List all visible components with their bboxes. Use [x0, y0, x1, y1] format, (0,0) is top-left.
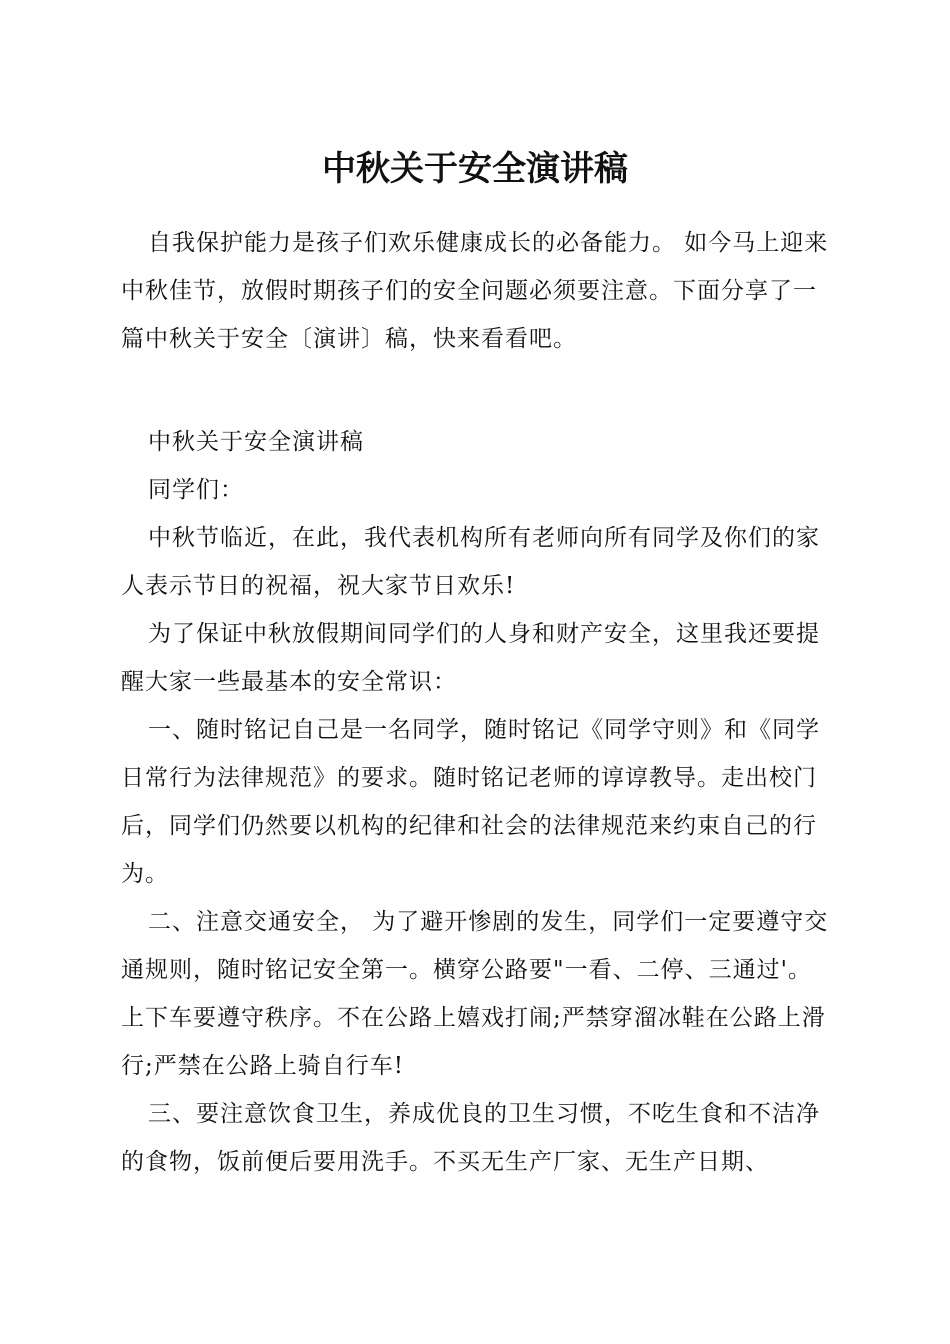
speech-heading: 中秋关于安全演讲稿: [148, 429, 364, 455]
salutation: 同学们：: [148, 477, 244, 503]
intro-section: [121, 219, 833, 363]
speech-body: [121, 418, 833, 1186]
body-paragraph: 中秋节临近，在此，我代表机构所有老师向所有同学及你们的家人表示节日的祝福，祝大家节日欢乐!: [121, 525, 820, 599]
body-paragraph: 一、随时铭记自己是一名同学，随时铭记《同学守则》和《同学日常行为法律规范》的要求。随时铭记老师的谆谆教导。走出校门后，同学们仍然要以机构的纪律和社会的法律规范来约束自己的行为。: [121, 717, 820, 887]
document-title: 中秋关于安全演讲稿: [322, 149, 628, 189]
body-paragraph: 三、要注意饮食卫生，养成优良的卫生习惯，不吃生食和不洁净的食物，饭前便后要用洗手。不买无生产厂家、无生产日期、: [121, 1101, 820, 1175]
body-paragraph: 二、注意交通安全， 为了避开惨剧的发生，同学们一定要遵守交通规则，随时铭记安全第一。横穿公路要"一看、二停、三通过'。 上下车要遵守秩序。不在公路上嬉戏打闹;严禁穿溜冰鞋在公路上滑行;严禁在公路上骑自行车!: [121, 909, 829, 1079]
intro-paragraph: 自我保护能力是孩子们欢乐健康成长的必备能力。 如今马上迎来中秋佳节，放假时期孩子们的安全问题必须要注意。下面分享了一篇中秋关于安全〔演讲〕稿，快来看看吧。: [121, 230, 829, 352]
body-paragraph: 为了保证中秋放假期间同学们的人身和财产安全，这里我还要提醒大家一些最基本的安全常识：: [121, 621, 820, 695]
